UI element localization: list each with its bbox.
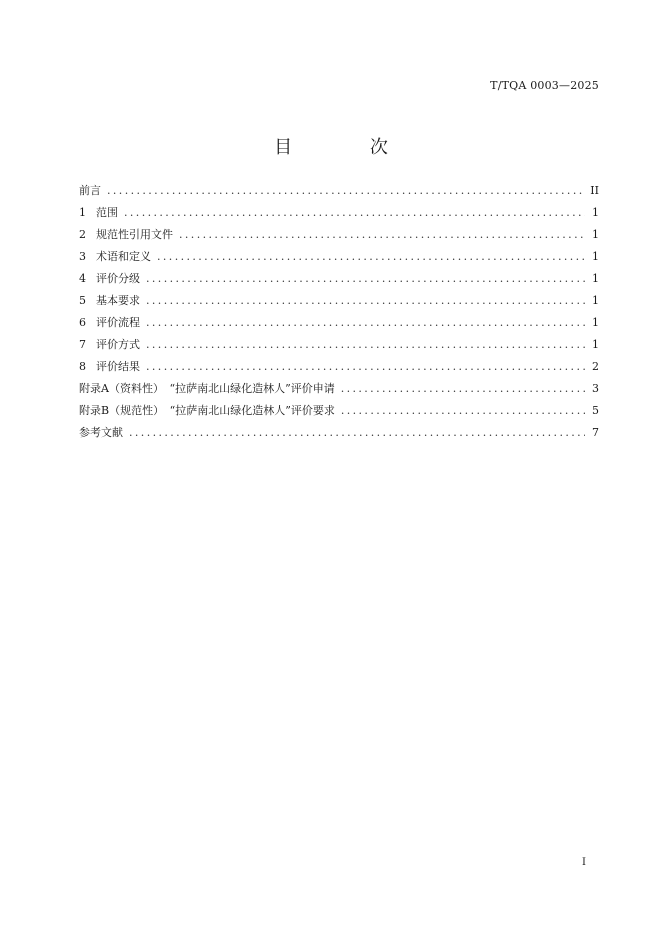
toc-entry-page: 1: [592, 250, 599, 263]
toc-entry-page: 1: [592, 206, 599, 219]
toc-entry-evaluation-method[interactable]: [79, 334, 599, 356]
toc-entry-evaluation-grading[interactable]: [79, 268, 599, 290]
toc-entry-number: 3: [79, 250, 86, 263]
toc-entry-page: 2: [592, 360, 599, 373]
toc-entry-evaluation-process[interactable]: [79, 312, 599, 334]
toc-leader-dots: [341, 378, 585, 400]
toc-entry-label: 参考文献: [79, 426, 123, 439]
toc-entry-label: 范围: [96, 206, 118, 219]
toc-entry-label: 附录B（规范性） “拉萨南北山绿化造林人”评价要求: [79, 404, 335, 417]
toc-entry-page: 5: [592, 404, 599, 417]
toc-entry-number: 8: [79, 360, 86, 373]
toc-entry-number: 6: [79, 316, 86, 329]
toc-entry-number: 5: [79, 294, 86, 307]
toc-entry-number: 4: [79, 272, 86, 285]
toc-entry-terms-definitions[interactable]: [79, 246, 599, 268]
toc-entry-number: 1: [79, 206, 86, 219]
toc-entry-number: 2: [79, 228, 86, 241]
toc-leader-dots: [157, 246, 585, 268]
toc-entry-label: 附录A（资料性） “拉萨南北山绿化造林人”评价申请: [79, 382, 335, 395]
toc-leader-dots: [146, 356, 585, 378]
toc-entry-appendix-a[interactable]: [79, 378, 599, 400]
toc-leader-dots: [107, 180, 584, 202]
toc-entry-foreword[interactable]: [79, 180, 599, 202]
toc-entry-label: 评价结果: [96, 360, 140, 373]
toc-leader-dots: [179, 224, 585, 246]
page-number: I: [582, 857, 586, 868]
toc-leader-dots: [146, 290, 585, 312]
toc-leader-dots: [124, 202, 585, 224]
table-of-contents: [79, 180, 599, 444]
toc-entry-label: 评价分级: [96, 272, 140, 285]
toc-leader-dots: [146, 334, 585, 356]
toc-entry-page: 1: [592, 316, 599, 329]
toc-entry-label: 规范性引用文件: [96, 228, 173, 241]
toc-leader-dots: [146, 268, 585, 290]
toc-entry-appendix-b[interactable]: [79, 400, 599, 422]
toc-entry-label: 评价流程: [96, 316, 140, 329]
toc-entry-normative-references[interactable]: [79, 224, 599, 246]
toc-entry-page: 1: [592, 272, 599, 285]
toc-entry-label: 基本要求: [96, 294, 140, 307]
toc-entry-scope[interactable]: [79, 202, 599, 224]
toc-entry-number: 7: [79, 338, 86, 351]
toc-entry-evaluation-results[interactable]: [79, 356, 599, 378]
toc-entry-label: 术语和定义: [96, 250, 151, 263]
toc-entry-page: 3: [592, 382, 599, 395]
toc-entry-page: 7: [592, 426, 599, 439]
toc-entry-page: 1: [592, 294, 599, 307]
toc-entry-page: II: [590, 184, 599, 197]
toc-entry-basic-requirements[interactable]: [79, 290, 599, 312]
toc-leader-dots: [146, 312, 585, 334]
toc-entry-page: 1: [592, 338, 599, 351]
toc-leader-dots: [129, 422, 585, 444]
toc-entry-label: 前言: [79, 184, 101, 197]
toc-entry-page: 1: [592, 228, 599, 241]
toc-entry-label: 评价方式: [96, 338, 140, 351]
toc-leader-dots: [341, 400, 585, 422]
document-code: T/TQA 0003—2025: [490, 79, 599, 92]
toc-entry-bibliography[interactable]: [79, 422, 599, 444]
toc-title: 目 次: [274, 137, 424, 158]
